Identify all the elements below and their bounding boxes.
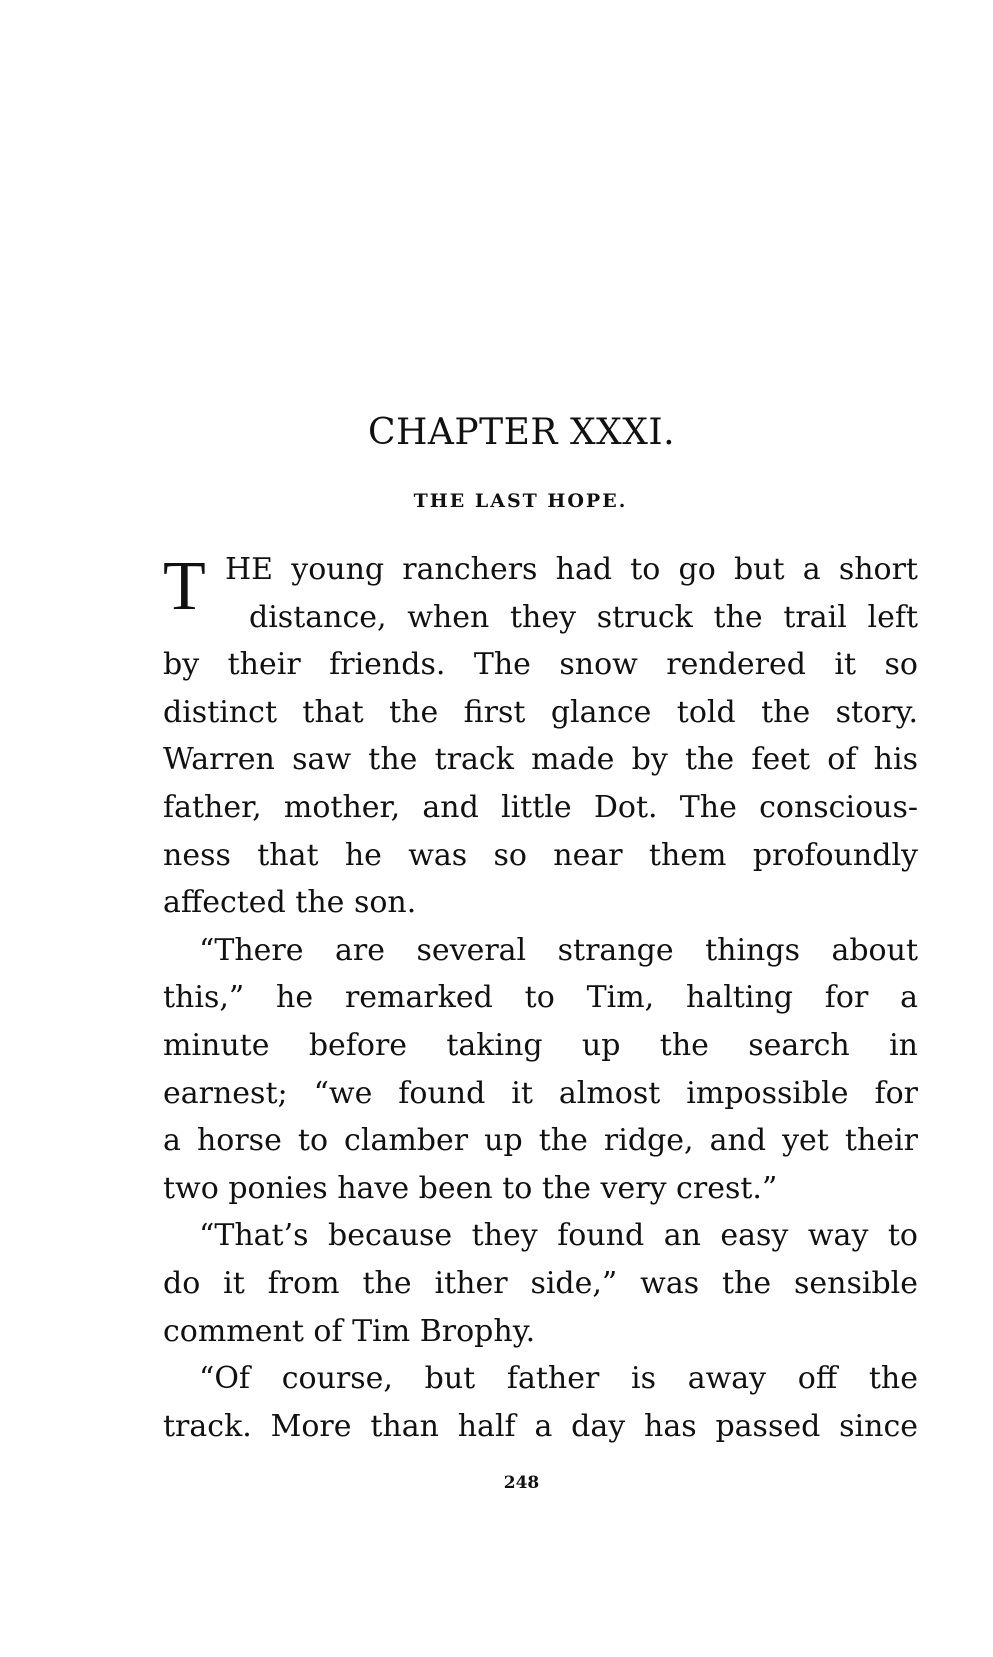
text-line: track. More than half a day has passed since [163, 1408, 918, 1444]
text-line: “That’s because they found an easy way to [199, 1218, 918, 1254]
drop-cap: T [163, 548, 206, 625]
text-line: a horse to clamber up the ridge, and yet their [163, 1123, 918, 1159]
text-line: two ponies have been to the very crest.” [163, 1170, 778, 1206]
text-line: HE young ranchers had to go but a short [225, 552, 918, 587]
text-line: by their friends. The snow rendered it so [163, 647, 918, 683]
text-line: father, mother, and little Dot. The conscious- [163, 789, 918, 825]
page-number: 248 [503, 1473, 540, 1493]
text-line: minute before taking up the search in [163, 1027, 918, 1063]
body-text [163, 546, 918, 1450]
text-line: ness that he was so near them profoundly [163, 837, 918, 873]
text-line: affected the son. [163, 885, 417, 921]
text-line: distance, when they struck the trail left [249, 599, 918, 635]
text-line: Warren saw the track made by the feet of his [163, 742, 918, 778]
text-line: “There are several strange things about [199, 932, 918, 968]
chapter-heading: CHAPTER XXXI. [367, 412, 676, 453]
text-line: earnest; “we found it almost impossible for [163, 1075, 918, 1111]
text-line: distinct that the first glance told the story. [163, 694, 918, 730]
text-line: do it from the ither side,” was the sensible [163, 1265, 918, 1301]
text-line: “Of course, but father is away off the [199, 1361, 918, 1397]
chapter-subtitle: THE LAST HOPE. [413, 490, 628, 512]
text-line: comment of Tim Brophy. [163, 1313, 536, 1349]
text-line: this,” he remarked to Tim, halting for a [163, 980, 918, 1016]
